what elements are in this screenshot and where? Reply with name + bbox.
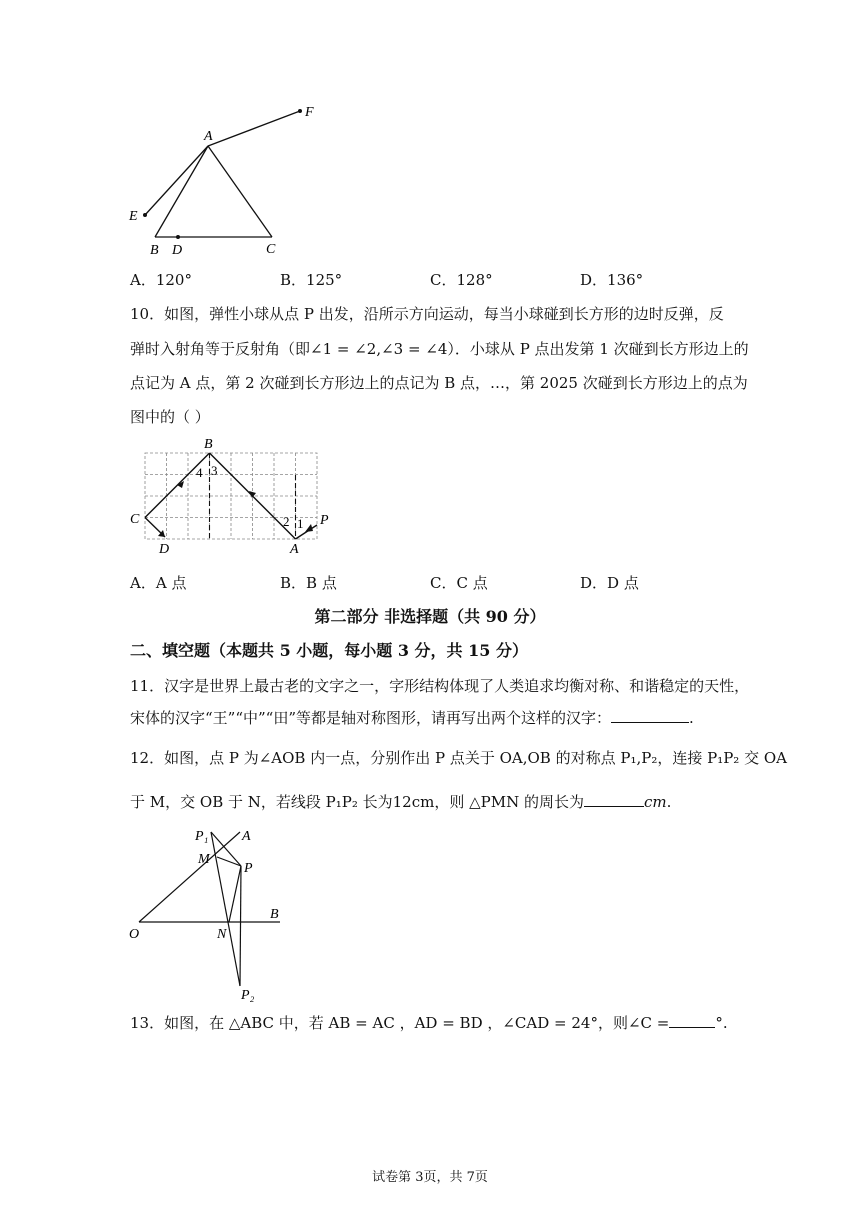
q9-label-C: C — [266, 242, 276, 257]
q9-label-B: B — [150, 243, 159, 258]
q10-option-a[interactable]: A．A 点 — [130, 574, 187, 592]
q12-label-P: P — [244, 861, 253, 876]
q10-option-c[interactable]: C．C 点 — [430, 574, 488, 592]
q10-option-d[interactable]: D．D 点 — [580, 574, 639, 592]
q9-figure — [120, 100, 340, 260]
q9-label-A: A — [204, 129, 213, 144]
q12-figure — [125, 822, 295, 1004]
q9-triangle-diagram — [120, 100, 340, 260]
q12-label-O: O — [129, 927, 140, 942]
q12-answer-blank[interactable] — [584, 792, 644, 807]
part2-title: 第二部分 非选择题（共 90 分） — [314, 607, 546, 626]
section2-title: 二、填空题（本题共 5 小题，每小题 3 分，共 15 分） — [130, 641, 528, 660]
q10-label-1: 1 — [297, 516, 304, 531]
q12-label-M: M — [198, 852, 210, 867]
q10-label-4: 4 — [196, 465, 203, 480]
q10-option-b[interactable]: B．B 点 — [280, 574, 337, 592]
q10-label-3: 3 — [211, 463, 218, 478]
q9-option-c[interactable]: C．128° — [430, 271, 493, 289]
q12-label-B: B — [270, 907, 279, 922]
q11-text-line-1: 11．汉字是世界上最古老的文字之一，字形结构体现了人类追求均衡对称、和谐稳定的天性， — [130, 677, 750, 695]
q10-label-B: B — [204, 437, 213, 452]
q13-answer-blank[interactable] — [669, 1013, 715, 1028]
q12-label-N: N — [217, 927, 227, 942]
q13-text-line-1: 13．如图，在 △ABC 中，若 AB = AC ，AD = BD ，∠CAD = 24°，则∠C = °. — [130, 1014, 728, 1032]
q9-option-b[interactable]: B．125° — [280, 271, 343, 289]
q12-text-line-2: 于 M，交 OB 于 N，若线段 P₁P₂ 长为12cm，则 △PMN 的周长为 cm. — [130, 793, 672, 811]
q10-text-line-2: 弹时入射角等于反射角（即∠1 = ∠2,∠3 = ∠4）．小球从 P 点出发第 1 次碰到长方形边上的 — [130, 340, 749, 358]
page-footer: 试卷第 3页，共 7页 — [372, 1170, 488, 1185]
q10-text-line-4: 图中的（ ） — [130, 408, 210, 426]
q12-label-P2: P₂ — [241, 988, 255, 1003]
q10-grid-diagram — [125, 435, 345, 560]
q10-text-line-1: 10．如图，弹性小球从点 P 出发，沿所示方向运动，每当小球碰到长方形的边时反弹，反 — [130, 305, 724, 323]
q10-label-2: 2 — [283, 514, 290, 529]
q11-answer-blank[interactable] — [611, 708, 689, 723]
q10-label-P: P — [320, 513, 329, 528]
q12-text-line-1: 12．如图，点 P 为∠AOB 内一点，分别作出 P 点关于 OA,OB 的对称点 P₁,P₂，连接 P₁P₂ 交 OA — [130, 749, 787, 767]
q9-option-d[interactable]: D．136° — [580, 271, 644, 289]
q10-figure — [125, 435, 345, 560]
q9-option-a[interactable]: A．120° — [130, 271, 192, 289]
q10-label-A: A — [290, 542, 299, 557]
q11-text-line-2: 宋体的汉字“王”“中”“田”等都是轴对称图形，请再写出两个这样的汉字： . — [130, 709, 694, 727]
q9-label-F: F — [305, 105, 314, 120]
q10-label-D: D — [159, 542, 170, 557]
q10-text-line-3: 点记为 A 点，第 2 次碰到长方形边上的点记为 B 点，…，第 2025 次碰到长方形边上的点为 — [130, 374, 748, 392]
q9-label-E: E — [129, 209, 138, 224]
q9-label-D: D — [172, 243, 183, 258]
q12-reflection-diagram — [125, 822, 295, 1004]
q10-label-C: C — [130, 512, 140, 527]
q12-label-P1: P₁ — [195, 829, 209, 844]
q12-label-A: A — [242, 829, 251, 844]
